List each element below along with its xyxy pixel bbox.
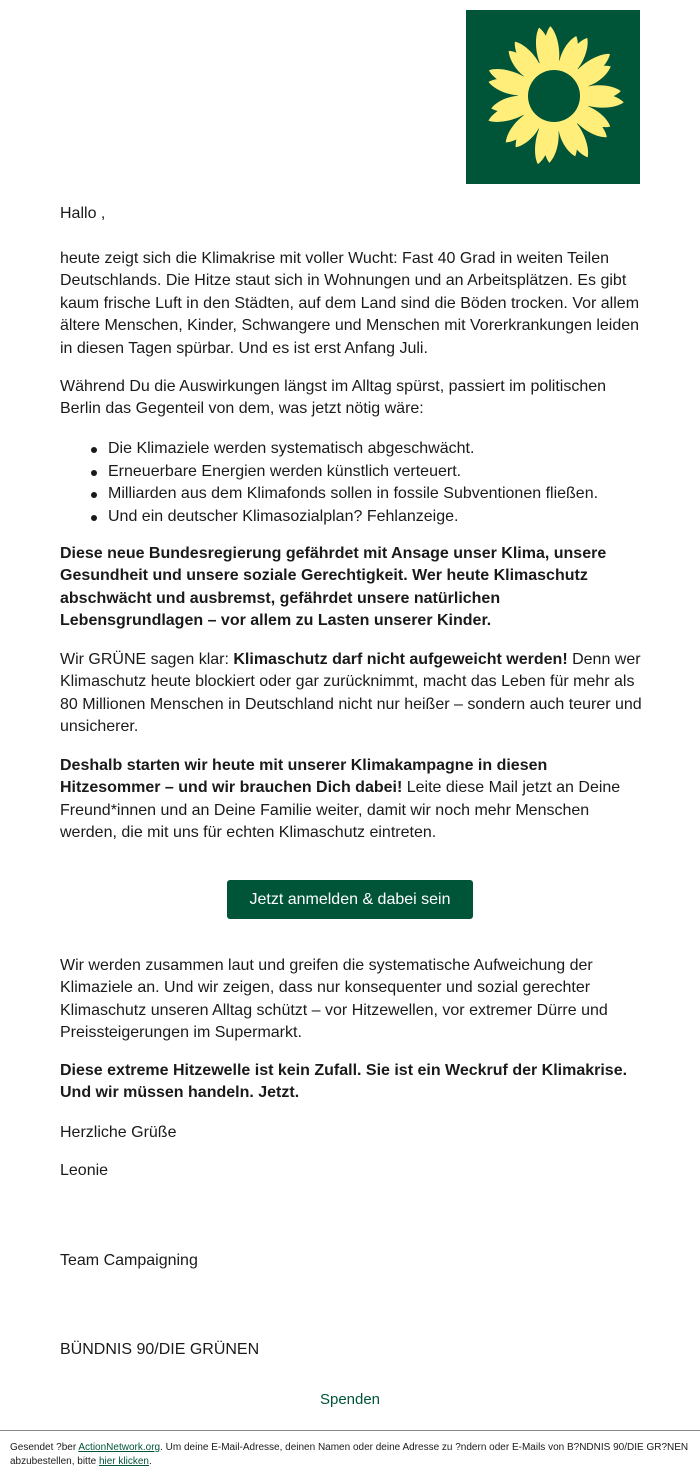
organization-name: BÜNDNIS 90/DIE GRÜNEN <box>60 1341 260 1358</box>
campaign-rest: Leite diese Mail jetzt an Deine Freund*innen und an Deine Familie weiter, damit wir noch mehr Menschen werden, die mit uns für echten Klimaschutz eintreten. <box>60 779 621 842</box>
footer-prefix: Gesendet ?ber <box>10 1442 79 1453</box>
list-item: Die Klimaziele werden systematisch abgeschwächt. <box>60 438 642 461</box>
paragraph-heatwave: Diese extreme Hitzewelle ist kein Zufall. Sie ist ein Weckruf der Klimakrise. Und wir müssen handeln. Jetzt. <box>60 1062 628 1102</box>
list-item: Erneuerbare Energien werden künstlich verteuert. <box>60 461 642 484</box>
footer-middle: . Um deine E-Mail-Adresse, deinen Namen oder deine Adresse zu ?ndern oder E-Mails von B?NDNIS 90/DIE GR?NEN abzubestellen, bitte <box>10 1442 689 1467</box>
actionnetwork-link[interactable]: ActionNetwork.org <box>78 1442 161 1453</box>
campaign-bold: Deshalb starten wir heute mit unserer Klimakampagne in diesen Hitzesommer – und wir brauchen Dich dabei! <box>60 757 548 797</box>
team-name: Team Campaigning <box>60 1252 198 1269</box>
bullet-list <box>60 438 642 528</box>
paragraph-gruene <box>60 649 642 739</box>
paragraph-campaign <box>60 755 642 845</box>
paragraph-warning: Diese neue Bundesregierung gefährdet mit Ansage unser Klima, unsere Gesundheit und unsere soziale Gerechtigkeit. Wer heute Klimaschutz abschwächt und ausbremst, gefährdet unsere natürlichen Lebensgrundlagen – vor allem zu Lasten unserer Kinder. <box>60 545 607 630</box>
signup-button[interactable]: Jetzt anmelden & dabei sein <box>227 880 473 919</box>
logo <box>466 10 640 184</box>
paragraph-berlin: Während Du die Auswirkungen längst im Alltag spürst, passiert im politischen Berlin das Gegenteil von dem, was jetzt nötig wäre: <box>60 378 607 418</box>
greeting: Hallo , <box>60 205 106 222</box>
signer-name: Leonie <box>60 1162 109 1179</box>
unsubscribe-link[interactable]: hier klicken <box>98 1456 149 1467</box>
footer-divider <box>0 1430 700 1431</box>
closing: Herzliche Grüße <box>60 1124 177 1141</box>
gruene-bold: Klimaschutz darf nicht aufgeweicht werden! <box>233 651 568 668</box>
paragraph-intro: heute zeigt sich die Klimakrise mit voller Wucht: Fast 40 Grad in weiten Teilen Deutschlands. Die Hitze staut sich in Wohnungen und an Arbeitsplätzen. Es gibt kaum frische Luft in den Städten, auf dem Land sind die Böden trocken. Vor allem ältere Menschen, Kinder, Schwangere und Menschen mit Vorerkrankungen leiden in diesen Tagen spürbar. Und es ist erst Anfang Juli. <box>60 250 640 357</box>
donate-link[interactable]: Spenden <box>319 1391 381 1408</box>
list-item: Milliarden aus dem Klimafonds sollen in fossile Subventionen fließen. <box>60 483 642 506</box>
footer <box>10 1441 690 1469</box>
footer-suffix: . <box>148 1456 152 1467</box>
list-item: Und ein deutscher Klimasozialplan? Fehlanzeige. <box>60 506 642 529</box>
gruene-lead: Wir GRÜNE sagen klar: <box>60 651 234 668</box>
gruene-rest: Denn wer Klimaschutz heute blockiert oder gar zurücknimmt, macht das Leben für mehr als 80 Millionen Menschen in Deutschland nicht nur heißer – sondern auch teurer und unsicherer. <box>60 651 642 736</box>
paragraph-together: Wir werden zusammen laut und greifen die systematische Aufweichung der Klimaziele an. Und wir zeigen, dass nur konsequenter und sozial gerechter Klimaschutz unseren Alltag schützt – vor Hitzewellen, vor extremer Dürre und Preissteigerungen im Supermarkt. <box>60 957 608 1042</box>
sunflower-icon <box>466 10 640 184</box>
